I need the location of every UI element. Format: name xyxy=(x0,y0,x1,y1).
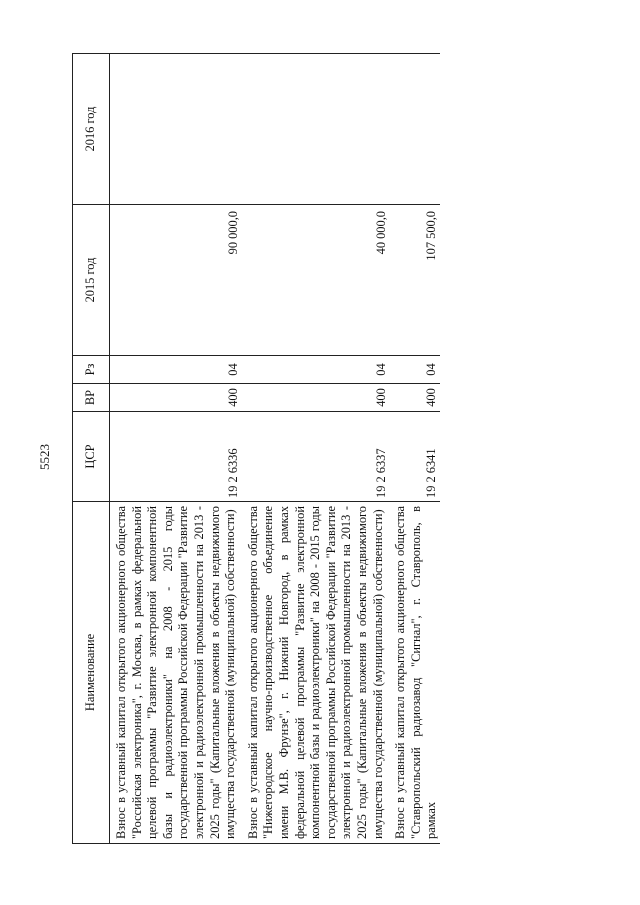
row-name: Взнос в уставный капитал открытого акционерного общества "Российская электроника", г. Москва, в рамках федеральной целевой программы "Развитие электронной компонентной базы и радиоэлектроники" на 2008 - 2015 годы государственной программы Российской Федерации "Развитие электронной и радиоэлектронной промышленности на 2013 - 2025 годы" (Капитальные вложения в объекты недвижимого имущества государственной (муниципальной) собственности) xyxy=(110,502,242,844)
row-2015: 107 500,0 xyxy=(389,205,440,356)
table-header-row xyxy=(73,54,110,844)
table-row xyxy=(110,54,242,844)
row-2015: 90 000,0 xyxy=(110,205,242,356)
header-2016: 2016 год xyxy=(73,54,110,205)
row-rz: 04 xyxy=(242,356,389,384)
row-csr: 19 2 6337 xyxy=(242,412,389,502)
row-rz: 04 xyxy=(389,356,440,384)
budget-table xyxy=(72,53,440,844)
row-csr: 19 2 6336 xyxy=(110,412,242,502)
row-vr: 400 xyxy=(389,384,440,412)
header-csr: ЦСР xyxy=(73,412,110,502)
header-vr: ВР xyxy=(73,384,110,412)
header-2015: 2015 год xyxy=(73,205,110,356)
header-rz: Рз xyxy=(73,356,110,384)
row-name: Взнос в уставный капитал открытого акционерного общества "Ставропольский радиозавод "Сигнал", г. Ставрополь, в рамках xyxy=(389,502,440,844)
row-name: Взнос в уставный капитал открытого акционерного общества "Нижегородское научно-производственное объединение имени М.В. Фрунзе", г. Нижний Новгород, в рамках федеральной целевой программы "Развитие электронной компонентной базы и радиоэлектроники" на 2008 - 2015 годы государственной программы Российской Федерации "Развитие электронной и радиоэлектронной промышленности на 2013 - 2025 годы" (Капитальные вложения в объекты недвижимого имущества государственной (муниципальной) собственности) xyxy=(242,502,389,844)
row-csr: 19 2 6341 xyxy=(389,412,440,502)
row-vr: 400 xyxy=(110,384,242,412)
row-2016 xyxy=(389,54,440,205)
row-vr: 400 xyxy=(242,384,389,412)
row-2016 xyxy=(242,54,389,205)
table-row xyxy=(389,54,440,844)
table-row xyxy=(242,54,389,844)
budget-table-container xyxy=(72,54,612,844)
row-2016 xyxy=(110,54,242,205)
page-number: 5523 xyxy=(37,444,52,470)
row-2015: 40 000,0 xyxy=(242,205,389,356)
header-name: Наименование xyxy=(73,502,110,844)
row-rz: 04 xyxy=(110,356,242,384)
